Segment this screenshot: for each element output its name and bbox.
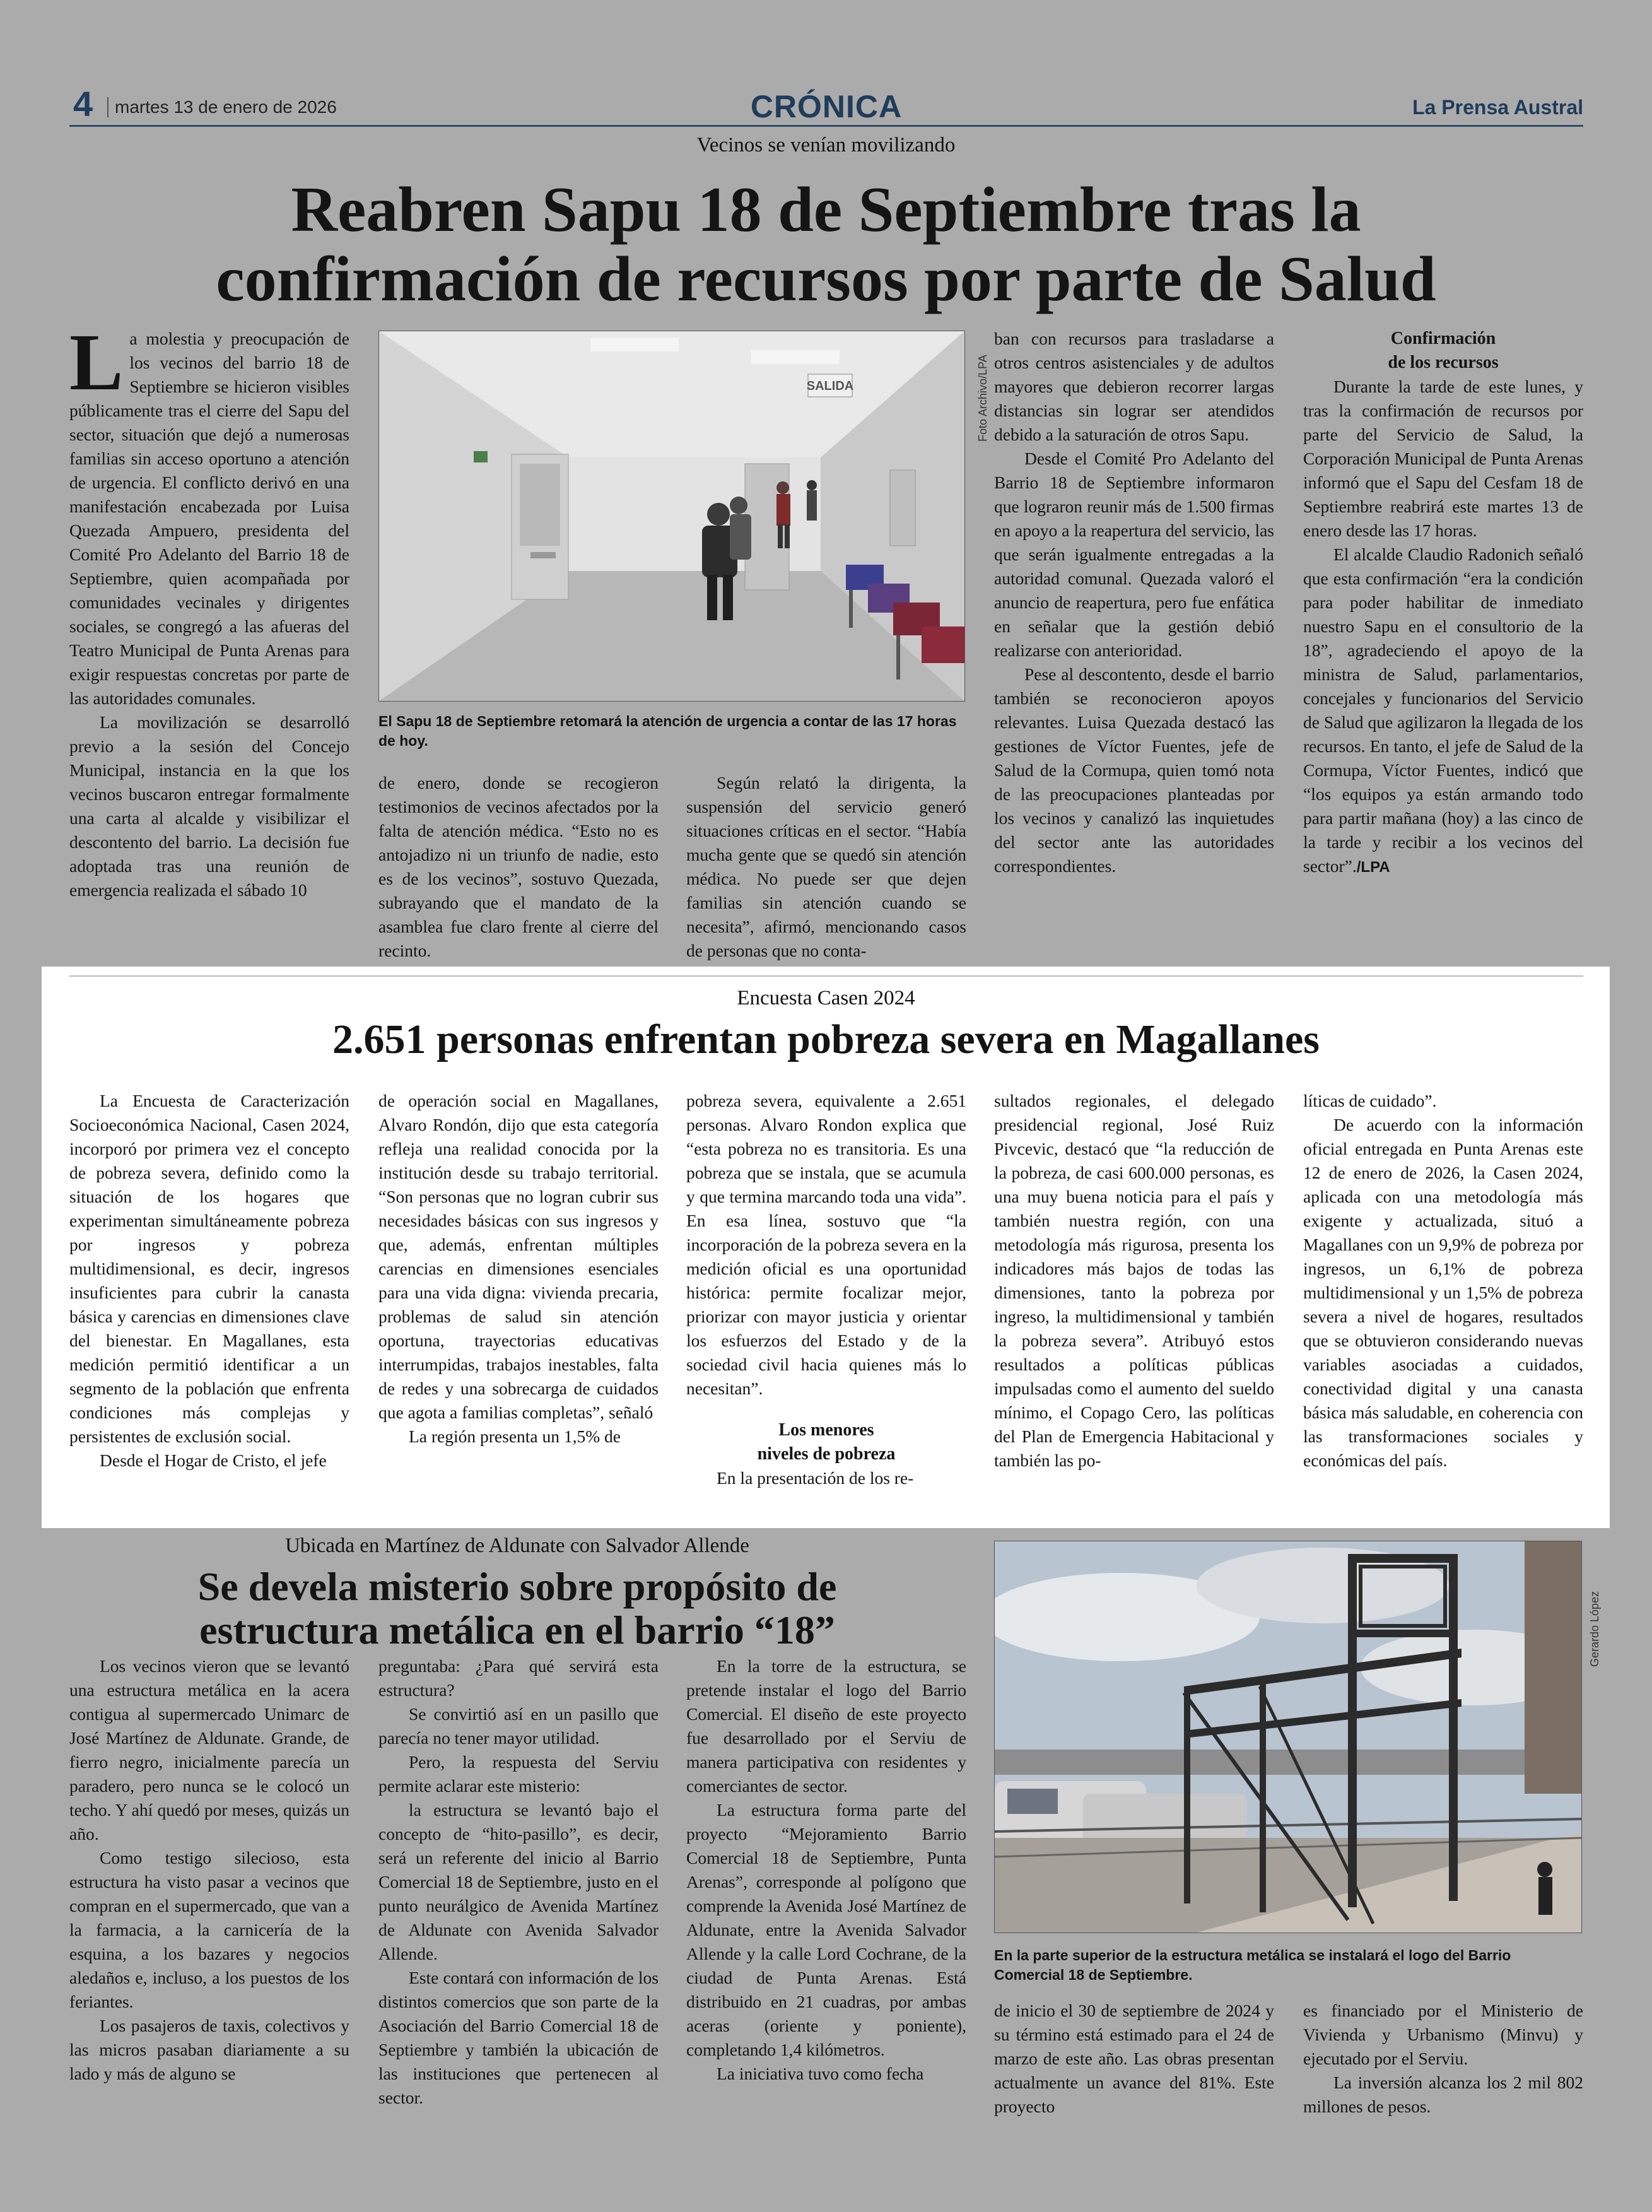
- article3-col5-p1: es financiado por el Ministerio de Vivienda y Urbanismo (Minvu) y ejecutado por el Serviu.: [1303, 2001, 1583, 2068]
- article3-column-4: [994, 1999, 1274, 2119]
- photo-exit-sign: SALIDA: [806, 379, 854, 393]
- article2-top-rule: [69, 975, 1583, 977]
- article1-subhead: [1303, 327, 1583, 375]
- page-header: [69, 84, 1583, 127]
- article1-col1-p1: a molestia y preocupación de los vecinos del barrio 18 de Septiembre se hicieron visibles públicamente tras el cierre del Sapu del sector, situación que dejó a numerosas familias sin acceso oportuno a atención de urgencia. El conflicto derivó en una manifestación encabezada por Luisa Quezada Ampuero, presidenta del Comité Pro Adelanto del Barrio 18 de Septiembre, quien acompañada por comunidades vecinales y dirigentes sociales, se congregó a las afueras del Teatro Municipal de Punta Arenas para exigir respuestas concretas por parte de las autoridades comunales.: [69, 329, 349, 708]
- article2-subhead-line2: niveles de pobreza: [757, 1444, 896, 1464]
- article2-column-2: [378, 1089, 659, 1449]
- article1-headline-line1: Reabren Sapu 18 de Septiembre tras la: [291, 174, 1361, 245]
- article1-kicker: Vecinos se venían movilizando: [696, 134, 956, 156]
- article1-subhead-line2: de los recursos: [1388, 353, 1499, 372]
- page-date: martes 13 de enero de 2026: [107, 97, 337, 117]
- article3-col2-p4: la estructura se levantó bajo el concepto de “hito-pasillo”, es decir, será un referente del inicio al Barrio Comercial 18 de Septiembre, justo en el punto neurálgico de Avenida Martínez de Aldunate con Avenida Salvador Allende.: [378, 1800, 659, 1963]
- article1-column-1: [69, 317, 349, 902]
- article1-col3-p1: Según relató la dirigenta, la suspensión del servicio generó situaciones críticas en el sector. “Había mucha gente que se quedó sin atención médica. No puede ser que dejen familias sin atención cuando se necesita”, afirmó, mencionando casos de personas que no conta-: [686, 773, 966, 960]
- structure-illustration: [995, 1541, 1581, 1933]
- article3-col1-p2: Como testigo silecioso, esta estructura ha visto pasar a vecinos que compran en el supermercado, que van a la farmacia, a la carnicería de la esquina, a los bazares y negocios aledaños e, incluso, a los puestos de los feriantes.: [69, 1848, 349, 2011]
- article2-col3-p2: En la presentación de los re-: [717, 1468, 914, 1488]
- article1-signature: /LPA: [1356, 859, 1390, 876]
- newspaper-name: La Prensa Austral: [1412, 96, 1583, 119]
- article1-dropcap: L: [69, 317, 124, 407]
- article1-col5-p1: Durante la tarde de este lunes, y tras la confirmación de recursos por parte del Servicio de Salud, la Corporación Municipal de Punta Arenas informó que el Sapu del Cesfam 18 de Septiembre reabrirá este martes 13 de enero desde las 17 horas.: [1303, 377, 1583, 540]
- article3-col3-p2: La estructura forma parte del proyecto “Mejoramiento Barrio Comercial 18 de Septiembre, Punta Arenas”, corresponde al polígono que comprende la Avenida José Martínez de Aldunate, entre la Avenida Salvador Allende y la calle Lord Cochrane, de la ciudad de Punta Arenas. Está distribuido en 21 cuadras, por ambas aceras (oriente y poniente), completando 1,4 kilómetros.: [686, 1800, 966, 2059]
- article1-subhead-line1: Confirmación: [1390, 329, 1496, 348]
- article3-headline-line1: Se devela misterio sobre propósito de: [197, 1564, 837, 1609]
- article1-col4-p3: Pese al descontento, desde el barrio también se reconocieron apoyos relevantes. Luisa Quezada destacó las gestiones de Víctor Fuentes, jefe de Salud de la Cormupa, quien tomó nota de las preocupaciones planteadas por los vecinos y canalizó las inquietudes del sector ante las autoridades correspondientes.: [994, 664, 1274, 876]
- article2-col2-p2: La región presenta un 1,5% de: [409, 1427, 621, 1446]
- article3-col2-p3: Pero, la respuesta del Serviu permite aclarar este misterio:: [378, 1752, 659, 1796]
- article3-column-2: [378, 1654, 659, 2110]
- article2-col4-p1: sultados regionales, el delegado presidencial regional, José Ruiz Pivcevic, destacó que “la reducción de la pobreza, de casi 600.000 personas, es una muy buena noticia para el país y también nuestra región, con una metodología más rigurosa, presenta los indicadores más bajos de todas las dimensiones, tanto la pobreza por ingreso, la multidimensional y también la pobreza severa”. Atribuyó estos resultados a políticas públicas impulsadas como el aumento del sueldo mínimo, el Copago Cero, las políticas del Plan de Emergencia Habitacional y también las po-: [994, 1091, 1274, 1470]
- article3-headline-line2: estructura metálica en el barrio “18”: [199, 1608, 835, 1653]
- article2-kicker: Encuesta Casen 2024: [737, 987, 915, 1009]
- article1-column-4: [994, 327, 1274, 878]
- article1-photo-corridor: [378, 331, 965, 702]
- article1-photo-caption: El Sapu 18 de Septiembre retomará la atención de urgencia a contar de las 17 horas de hoy.: [378, 713, 957, 749]
- article1-headline: [0, 175, 1652, 314]
- article3-column-3: [686, 1654, 966, 2086]
- article1-photo-credit: Foto Archivo/LPA: [976, 355, 989, 442]
- article1-col4-p1: ban con recursos para trasladarse a otros centros asistenciales y de adultos mayores que debieron recorrer largas distancias sin lograr ser atendidos debido a la saturación de otros Sapu.: [994, 329, 1274, 444]
- article3-photo-credit: Gerardo López: [1588, 1591, 1601, 1667]
- article1-col4-p2: Desde el Comité Pro Adelanto del Barrio 18 de Septiembre informaron que lograron reunir más de 1.500 firmas en apoyo a la reapertura del servicio, las que serán igualmente entregadas a la autoridad comunal. Quezada valoró el anuncio de reapertura, pero fue enfática en señalar que la gestión debió realizarse con anterioridad.: [994, 449, 1274, 660]
- corridor-illustration: [379, 331, 964, 701]
- article3-col3-p1: En la torre de la estructura, se pretende instalar el logo del Barrio Comercial. El diseño de este proyecto fue desarrollado por el Serviu de manera participativa con residentes y comerciantes de sector.: [686, 1656, 966, 1796]
- article3-column-5: [1303, 1999, 1583, 2119]
- article2-column-3: [686, 1089, 966, 1490]
- article3-column-1: [69, 1654, 349, 2086]
- article2-column-4: [994, 1089, 1274, 1473]
- article2-col1-p1: La Encuesta de Caracterización Socioeconómica Nacional, Casen 2024, incorporó por primera vez el concepto de pobreza severa, definido como la situación de los hogares que experimentan simultáneamente pobreza por ingresos y pobreza multidimensional, es decir, ingresos insuficientes para cubrir la canasta básica y carencias en dimensiones clave del bienestar. En Magallanes, esta medición permitió identificar a un segmento de la población que enfrenta condiciones más complejas y persistentes de exclusión social.: [69, 1091, 349, 1446]
- article3-col5-p2: La inversión alcanza los 2 mil 802 millones de pesos.: [1303, 2073, 1583, 2116]
- article1-col2-p1: de enero, donde se recogieron testimonios de vecinos afectados por la falta de atención médica. “Esto no es antojadizo ni un triunfo de nadie, esto es de los vecinos”, sostuvo Quezada, subrayando que el mandato de la asamblea fue claro frente al cierre del recinto.: [378, 773, 659, 960]
- article1-col1-p2: La movilización se desarrolló previo a la sesión del Concejo Municipal, instancia en la que los vecinos buscaron entregar formalmente una carta al alcalde y visibilizar el descontento del barrio. La decisión fue adoptada tras una reunión de emergencia realizada el sábado 10: [69, 712, 349, 900]
- article3-photo-caption: En la parte superior de la estructura metálica se instalará el logo del Barrio Comercial 18 de Septiembre.: [994, 1947, 1511, 1983]
- article3-photo-structure: [994, 1541, 1582, 1933]
- article3-col1-p3: Los pasajeros de taxis, colectivos y las micros pasaban diariamente a su lado y más de alguno se: [69, 2016, 349, 2083]
- article3-col2-p5: Este contará con información de los distintos comercios que son parte de la Asociación del Barrio Comercial 18 de Septiembre y también la ubicación de las instituciones que pertenecen al sector.: [378, 1968, 659, 2107]
- page-number: 4: [73, 84, 93, 124]
- article2-headline: 2.651 personas enfrentan pobreza severa en Magallanes: [332, 1016, 1320, 1062]
- article3-col2-p1: preguntaba: ¿Para qué servirá esta estructura?: [378, 1656, 659, 1700]
- article2-subhead: [686, 1418, 966, 1466]
- article1-column-5: [1303, 327, 1583, 880]
- article2-col2-p1: de operación social en Magallanes, Alvaro Rondón, dijo que esta categoría refleja una realidad conocida por la institución desde su trabajo territorial. “Son personas que no logran cubrir sus necesidades básicas con sus ingresos y que, además, enfrentan múltiples carencias en dimensiones esenciales para una vida digna: vivienda precaria, problemas de salud sin atención oportuna, trayectorias educativas interrumpidas, trabajos inestables, falta de redes y una sobrecarga de cuidados que agota a familias completas”, señaló: [378, 1091, 659, 1422]
- article2-col5-p2: De acuerdo con la información oficial entregada en Punta Arenas este 12 de enero de 2026, la Casen 2024, aplicada con una metodología más exigente y actualizada, situó a Magallanes con un 9,9% de pobreza por ingresos, un 6,1% de pobreza multidimensional y un 1,5% de pobreza severa a nivel de hogares, resultados que se obtuvieron considerando nuevas variables asociadas a cuidados, conectividad digital y una canasta básica más saludable, en coherencia con las transformaciones sociales y económicas del país.: [1303, 1115, 1583, 1470]
- section-title: CRÓNICA: [750, 89, 903, 124]
- article3-kicker: Ubicada en Martínez de Aldunate con Salvador Allende: [285, 1534, 749, 1557]
- article3-col4-p1: de inicio el 30 de septiembre de 2024 y su término está estimado para el 24 de marzo de este año. Las obras presentan actualmente un avance del 81%. Este proyecto: [994, 2001, 1274, 2116]
- article1-headline-line2: confirmación de recursos por parte de Salud: [216, 244, 1436, 315]
- article3-headline: [69, 1565, 965, 1652]
- article2-col5-p1: líticas de cuidado”.: [1303, 1091, 1437, 1110]
- article1-column-3: [686, 771, 966, 963]
- article2-col1-p2: Desde el Hogar de Cristo, el jefe: [100, 1450, 327, 1470]
- article2-column-5: [1303, 1089, 1583, 1473]
- article3-col2-p2: Se convirtió así en un pasillo que parecía no tener mayor utilidad.: [378, 1704, 659, 1748]
- article3-col3-p3: La iniciativa tuvo como fecha: [717, 2064, 924, 2083]
- article1-column-2: [378, 771, 659, 963]
- article2-subhead-line1: Los menores: [778, 1420, 874, 1440]
- article2-column-1: [69, 1089, 349, 1473]
- article3-col1-p1: Los vecinos vieron que se levantó una estructura metálica en la acera contigua al supermercado Unimarc de José Martínez de Aldunate. Grande, de fierro negro, inicialmente parecía un paradero, pero nunca se le colocó un techo. Y ahí quedó por meses, quizás un año.: [69, 1656, 349, 1844]
- article1-col5-p2: El alcalde Claudio Radonich señaló que esta confirmación “era la condición para poder habilitar de inmediato nuestro Sapu en el consultorio de la 18”, agradeciendo el apoyo de la ministra de Salud, parlamentarios, concejales y funcionarios del Servicio de Salud que agilizaron la llegada de los recursos. En tanto, el jefe de Salud de la Cormupa, Víctor Fuentes, indicó que “los equipos ya están armando todo para partir mañana (hoy) a las cinco de la tarde y recibir a los vecinos del sector”.: [1303, 544, 1583, 876]
- article2-col3-p1: pobreza severa, equivalente a 2.651 personas. Alvaro Rondon explica que “esta pobreza no es transitoria. Es una pobreza que se instala, que se acumula y que termina marcando toda una vida”. En esa línea, sostuvo que “la incorporación de la pobreza severa en la medición oficial es una oportunidad histórica: permite focalizar mejor, priorizar con mayor justicia y orientar los esfuerzos del Estado y de la sociedad civil hacia quienes más lo necesitan”.: [686, 1091, 966, 1398]
